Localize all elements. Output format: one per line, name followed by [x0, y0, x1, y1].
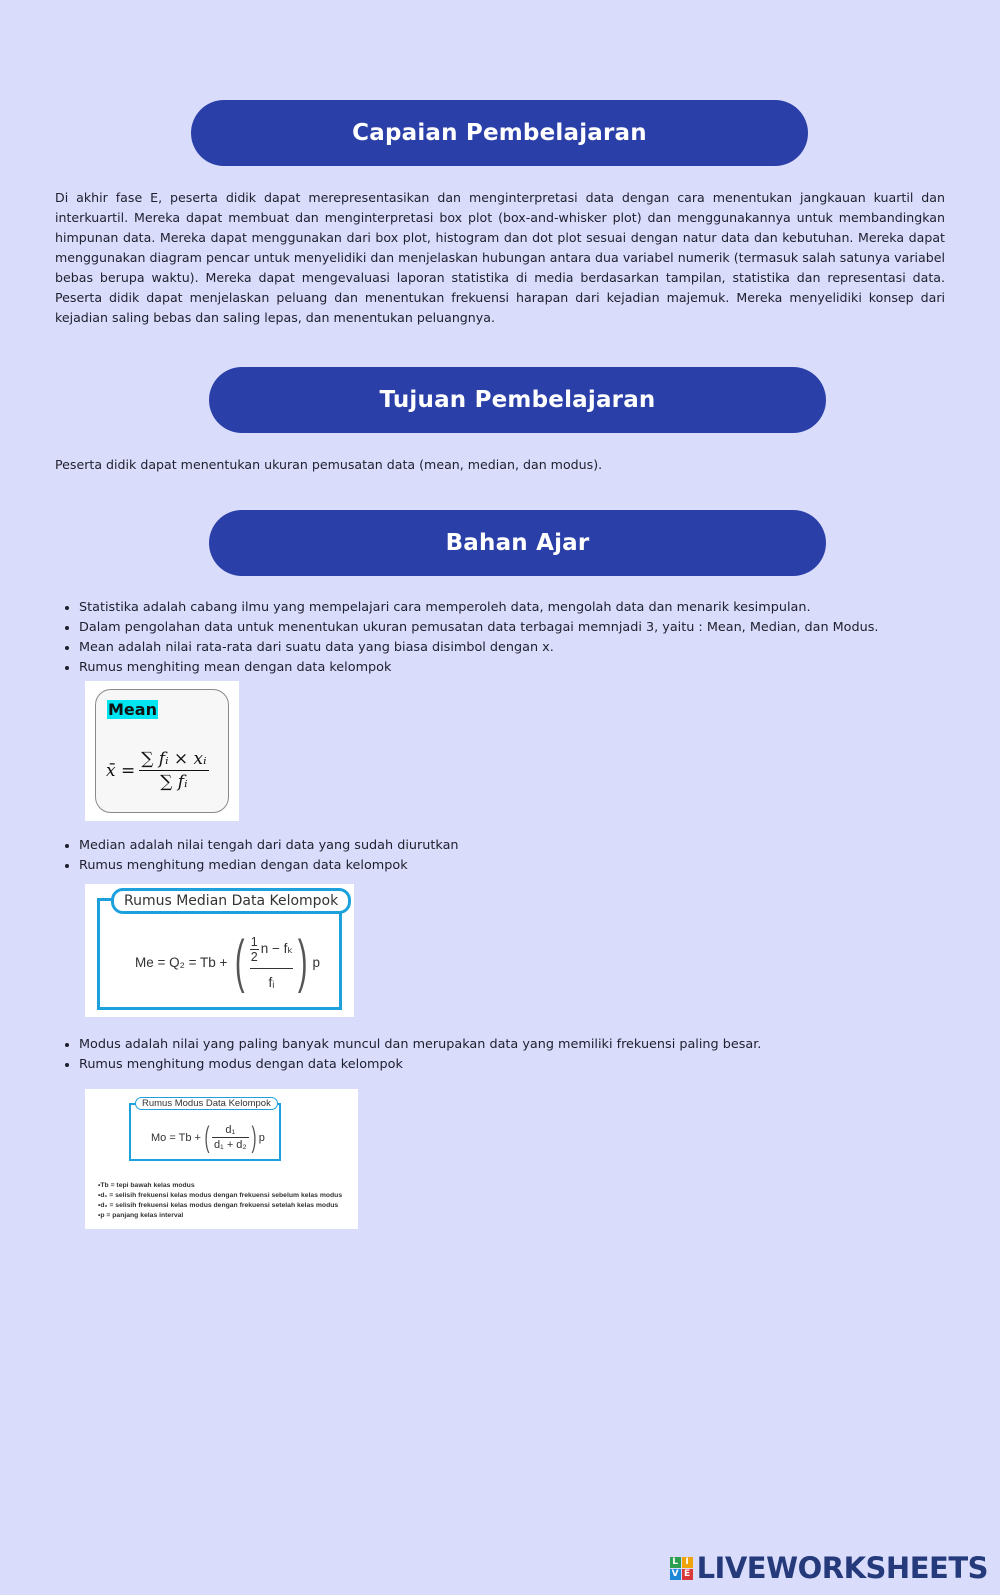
median-numerator: [250, 935, 293, 964]
median-formula: [135, 922, 320, 1002]
modus-formula-image: [85, 1089, 358, 1229]
list-item: • Rumus menghitung modus dengan data kelompok: [79, 1055, 969, 1075]
heading-bahan-ajar: Bahan Ajar: [209, 510, 826, 576]
liveworksheets-logo[interactable]: [670, 1551, 988, 1585]
mean-label: Mean: [108, 700, 157, 719]
modus-note: •Tb = tepi bawah kelas modus: [98, 1182, 195, 1189]
mean-fraction: [139, 748, 208, 793]
median-half-num: 1: [250, 934, 258, 949]
median-paren-close: ): [297, 929, 308, 994]
modus-denominator: d₁ + d₂: [213, 1139, 247, 1151]
median-p: p: [312, 954, 320, 970]
list-item: • Rumus menghiting mean dengan data kelompok: [79, 658, 969, 678]
modus-paren-close: ): [251, 1121, 257, 1154]
modus-fraction: [212, 1123, 249, 1153]
logo-text: LIVEWORKSHEETS: [696, 1551, 988, 1585]
live-grid-icon: [670, 1557, 693, 1580]
modus-note: •d₂ = selisih frekuensi kelas modus dengan frekuensi setelah kelas modus: [98, 1202, 339, 1209]
heading-tujuan-pembelajaran: Tujuan Pembelajaran: [209, 367, 826, 433]
modus-numerator: d₁: [225, 1124, 236, 1136]
modus-note: •p = panjang kelas interval: [98, 1212, 184, 1219]
list-item: • Median adalah nilai tengah dari data yang sudah diurutkan: [79, 836, 969, 856]
bahan-list-2: [55, 836, 969, 876]
list-item: • Rumus menghitung median dengan data kelompok: [79, 856, 969, 876]
modus-paren-open: (: [204, 1121, 210, 1154]
median-denominator: fᵢ: [250, 968, 293, 990]
heading-capaian-pembelajaran: Capaian Pembelajaran: [191, 100, 808, 166]
tujuan-paragraph: Peserta didik dapat menentukan ukuran pemusatan data (mean, median, dan modus).: [55, 457, 603, 472]
median-fraction: [250, 935, 293, 990]
mean-denominator: ∑ fᵢ: [160, 772, 188, 792]
bahan-list-1: [55, 598, 969, 678]
median-paren-open: (: [235, 929, 245, 994]
mean-lhs: x̄ =: [106, 760, 136, 781]
logo-letter: I: [682, 1557, 693, 1568]
modus-p: p: [258, 1132, 265, 1144]
median-half: [250, 935, 259, 964]
capaian-paragraph: Di akhir fase E, peserta didik dapat merepresentasikan dan menginterpretasi data dengan cara menentukan jangkauan kuartil dan interkuartil. Mereka dapat membuat dan menginterpretasi box plot (box-and-whisker plot) dan menggunakannya untuk membandingkan himpunan data. Mereka dapat menggunakan dari box plot, histogram dan dot plot sesuai dengan natur data dan kebutuhan. Mereka dapat menggunakan diagram pencar untuk menyelidiki dan menjelaskan hubungan antara dua variabel numerik (termasuk salah satunya variabel bebas berupa waktu). Mereka dapat mengevaluasi laporan statistika di media berdasarkan tampilan, statistika dan representasi data. Peserta didik dapat menjelaskan peluang dan menentukan frekuensi harapan dari kejadian majemuk. Mereka menyelidiki konsep dari kejadian saling bebas dan saling lepas, dan menentukan peluangnya.: [55, 190, 945, 325]
modus-title: Rumus Modus Data Kelompok: [135, 1097, 278, 1110]
list-item: • Dalam pengolahan data untuk menentukan ukuran pemusatan data terbagai memnjadi 3, yaitu : Mean, Median, dan Modus.: [79, 618, 969, 638]
list-item: • Modus adalah nilai yang paling banyak muncul dan merupakan data yang memiliki frekuensi paling besar.: [79, 1035, 969, 1055]
mean-formula: [106, 748, 209, 793]
list-item: • Mean adalah nilai rata-rata dari suatu data yang biasa disimbol dengan x.: [79, 638, 969, 658]
logo-letter: V: [670, 1569, 681, 1580]
mean-numerator: ∑ fᵢ × xᵢ: [141, 749, 207, 769]
modus-notes: [98, 1181, 342, 1221]
median-title: Rumus Median Data Kelompok: [111, 888, 351, 914]
mean-formula-frame: [95, 689, 229, 813]
logo-letter: L: [670, 1557, 681, 1568]
median-formula-image: [85, 884, 354, 1017]
median-half-den: 2: [250, 949, 258, 964]
mean-formula-image: [85, 681, 239, 821]
logo-letter: E: [682, 1569, 693, 1580]
list-item: • Statistika adalah cabang ilmu yang mempelajari cara memperoleh data, mengolah data dan menarik kesimpulan.: [79, 598, 969, 618]
bahan-list-3: [55, 1035, 969, 1075]
modus-lhs: Mo = Tb +: [151, 1132, 201, 1144]
median-lhs: Me = Q₂ = Tb +: [135, 954, 228, 970]
modus-note: •d₁ = selisih frekuensi kelas modus dengan frekuensi sebelum kelas modus: [98, 1192, 343, 1199]
modus-formula: [151, 1117, 265, 1159]
median-n-minus: n − fₖ: [260, 941, 294, 956]
